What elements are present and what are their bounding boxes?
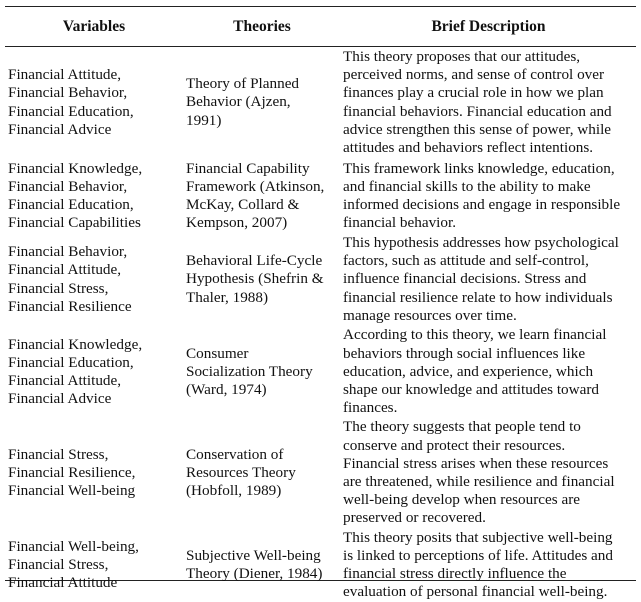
table-row — [5, 233, 636, 326]
description-cell: This framework links knowledge, education, and financial skills to the ability to make informed decisions and engage in responsible financial behavior. — [343, 159, 621, 232]
description-cell: This theory proposes that our attitudes, perceived norms, and sense of control over finances play a crucial role in how we plan financial behaviors. Financial education and advice strengthen this sense of power, while attitudes and behaviors reflect intentions. — [343, 47, 612, 156]
theory-cell: Behavioral Life-Cycle Hypothesis (Shefrin & Thaler, 1988) — [186, 252, 324, 306]
table-row — [5, 159, 636, 233]
theory-cell: Consumer Socialization Theory (Ward, 1974) — [186, 344, 313, 399]
variables-cell: Financial Stress, Financial Resilience, Financial Well-being — [8, 445, 136, 500]
theory-cell: Subjective Well-being Theory (Diener, 1984) — [186, 546, 323, 582]
theory-cell: Conservation of Resources Theory (Hobfoll, 1989) — [186, 445, 296, 500]
table-row — [5, 326, 636, 418]
description-cell: The theory suggests that people tend to conserve and protect their resources. Financial stress arises when these resources are threatened, while resilience and financial well-being develop when resources are preserved or recovered. — [343, 418, 615, 527]
variables-cell: Financial Well-being, Financial Stress, Financial Attitude — [8, 537, 139, 592]
table-row — [5, 46, 636, 159]
theory-cell: Financial Capability Framework (Atkinson, McKay, Collard & Kempson, 2007) — [186, 159, 325, 232]
top-rule — [5, 6, 636, 7]
description-cell: According to this theory, we learn financial behaviors through social influences like education, advice, and experience, which shape our knowledge and attitudes toward finances. — [343, 326, 607, 417]
table-row — [5, 418, 636, 528]
variables-cell: Financial Knowledge, Financial Behavior, Financial Education, Financial Capabilities — [8, 159, 143, 232]
description-cell: This hypothesis addresses how psychological factors, such as attitude and self-control, influence financial decisions. Stress and financial resilience relate to how individuals manage resources over time. — [343, 233, 619, 324]
variables-cell: Financial Behavior, Financial Attitude, Financial Stress, Financial Resilience — [8, 243, 132, 315]
theories-table — [5, 8, 636, 602]
header-variables: Variables — [62, 18, 126, 35]
header-theories: Theories — [233, 18, 291, 35]
header-row — [5, 8, 636, 46]
variables-cell: Financial Knowledge, Financial Education, Financial Attitude, Financial Advice — [8, 335, 143, 408]
description-cell: This theory posits that subjective well-being is linked to perceptions of life. Attitudes and financial stress directly influence the evaluation of personal financial well-being. — [343, 528, 613, 601]
header-brief-description: Brief Description — [431, 18, 546, 35]
variables-cell: Financial Attitude, Financial Behavior, Financial Education, Financial Advice — [8, 66, 134, 138]
theory-cell: Theory of Planned Behavior (Ajzen, 1991) — [186, 75, 300, 129]
table-row — [5, 528, 636, 602]
